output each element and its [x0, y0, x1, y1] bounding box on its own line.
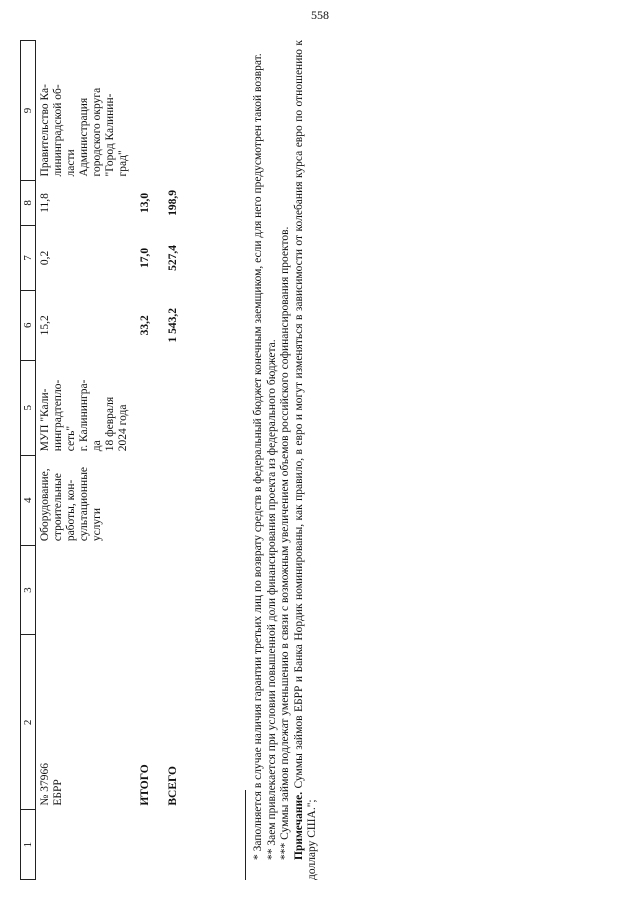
footnote-3: *** Суммы займов подлежат уменьшению в связи с возможным увеличением объемов российского софинансирования проектов.: [279, 226, 291, 860]
vsego-row: [164, 41, 192, 880]
col-number: 5: [21, 360, 36, 455]
vsego-c7: 527,4: [166, 244, 179, 271]
table-row: [36, 41, 136, 880]
cell-amount-7: 0,2: [39, 250, 51, 266]
cell-guarantor: Правительство Ка- лининградской об- ласти Администрация городского округа "Город Калинин- град": [39, 84, 129, 177]
cell-empty: [36, 810, 136, 880]
cell-amount-6: 15,2: [39, 315, 51, 336]
itogo-c6: 33,2: [138, 315, 151, 336]
footnote-1: * Заполняется в случае наличия гарантии третьих лиц по возврату средств в федеральный бюджет конечным заемщиком, если для него предусмотрен такой возврат.: [252, 53, 264, 860]
cell-purpose: Оборудование, строительные работы, кон- сультационные услуги: [39, 466, 103, 542]
col-number: 4: [21, 455, 36, 545]
footnote-divider: [245, 790, 246, 880]
col-number: 7: [21, 225, 36, 290]
col-number: 1: [21, 810, 36, 880]
itogo-c7: 17,0: [138, 247, 151, 268]
itogo-label: ИТОГО: [138, 764, 151, 806]
page-number: 558: [311, 8, 329, 22]
col-number: 3: [21, 545, 36, 635]
cell-amount-8: 11,8: [39, 193, 51, 213]
column-number-row: [21, 41, 36, 880]
col-number: 9: [21, 41, 36, 181]
vsego-label: ВСЕГО: [166, 766, 179, 806]
footnote-2: ** Заем привлекается при условии повышенной доли финансирования проекта из федерального бюджета.: [265, 339, 278, 860]
note: [293, 40, 320, 880]
vsego-c6: 1 543,2: [166, 308, 179, 343]
vsego-c8: 198,9: [166, 189, 179, 216]
cell-c3: [36, 545, 136, 635]
cell-loan-id: № 37966 ЕБРР: [39, 763, 64, 806]
loans-table: [20, 40, 192, 880]
col-number: 2: [21, 635, 36, 810]
itogo-c8: 13,0: [138, 192, 151, 213]
cell-borrower: МУП "Кали- нинградтепло- сеть" г. Калинингра- да 18 февраля 2024 года: [39, 379, 129, 452]
note-text: Суммы займов ЕБРР и Банка Нордик номинированы, как правило, в евро и могут изменяться в зависимости от колебания курса евро по отношению к доллару США.";: [292, 40, 318, 880]
rotated-sheet: [20, 40, 320, 880]
col-number: 6: [21, 290, 36, 360]
note-label: Примечание.: [292, 791, 305, 860]
col-number: 8: [21, 180, 36, 225]
itogo-row: [136, 41, 164, 880]
footnotes: [245, 40, 320, 880]
